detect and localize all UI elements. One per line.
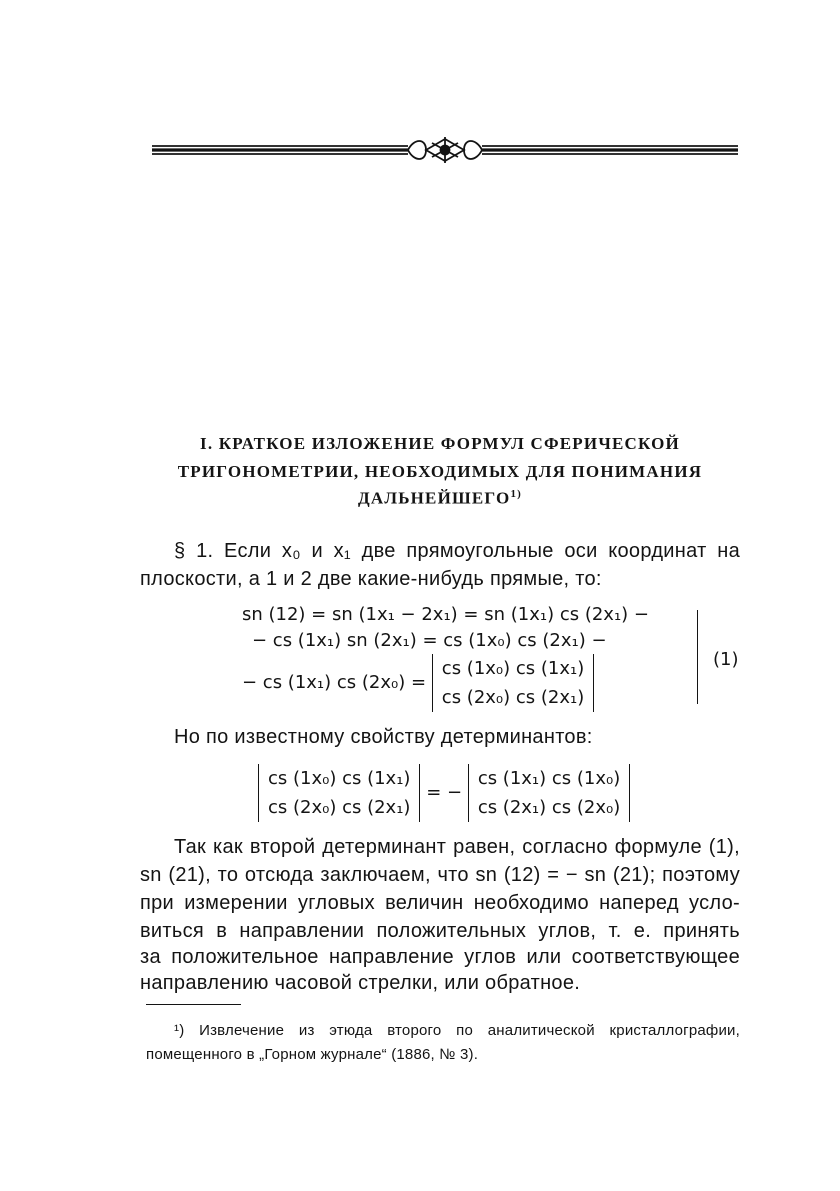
chapter-title-line-3 <box>140 488 740 509</box>
paragraph-3-line-1: Так как второй детерминант равен, согласно формуле (1), <box>174 836 740 858</box>
header-ornament-divider <box>150 134 740 166</box>
determinant-right <box>468 764 630 822</box>
formula-2 <box>258 764 630 822</box>
chapter-title-line-1: I. КРАТКОЕ ИЗЛОЖЕНИЕ ФОРМУЛ СФЕРИЧЕСКОЙ <box>200 434 680 453</box>
formula-1-row-2: − cs (1x₁) sn (2x₁) = cs (1x₀) cs (2x₁) − <box>252 630 607 651</box>
paragraph-3-line-4: виться в направлении положительных углов, т. е. принять <box>140 920 740 942</box>
formula-1-row-1: sn (12) = sn (1x₁ − 2x₁) = sn (1x₁) cs (2x₁) − <box>242 604 649 625</box>
determinant-left <box>258 764 420 822</box>
paragraph-2-line-1: Но по известному свойству детерминантов: <box>174 726 593 748</box>
paragraph-1-line-2: плоскости, а 1 и 2 две какие-нибудь прямые, то: <box>140 568 602 590</box>
paragraph-3-line-6: направлению часовой стрелки, или обратное. <box>140 972 581 994</box>
footnote-line-2: помещенного в „Горном журнале“ (1886, № 3). <box>146 1046 479 1063</box>
formula-1-row-3 <box>242 654 594 712</box>
formula-2-relation: = − <box>426 782 463 803</box>
footnote-marker: 1) <box>510 488 523 500</box>
determinant-right-row-1: cs (1x₁) cs (1x₀) <box>477 768 621 789</box>
chapter-title-line-2: ТРИГОНОМЕТРИИ, НЕОБХОДИМЫХ ДЛЯ ПОНИМАНИЯ <box>177 462 703 481</box>
determinant-1-row-1: cs (1x₀) cs (1x₁) <box>441 658 585 679</box>
paragraph-3-line-5: за положительное направление углов или соответствующее <box>140 946 740 968</box>
chapter-title-text: ДАЛЬНЕЙШЕГО <box>357 488 511 508</box>
ornament-left-rule <box>152 146 408 154</box>
formula-1-number: (1) <box>713 649 739 670</box>
determinant-left-row-1: cs (1x₀) cs (1x₁) <box>268 768 411 789</box>
ornament-right-rule <box>482 146 738 154</box>
determinant-left-row-2: cs (2x₀) cs (2x₁) <box>268 797 411 818</box>
paragraph-1-line-1: § 1. Если x₀ и x₁ две прямоугольные оси координат на <box>174 540 740 562</box>
footnote-line-1: ¹) Извлечение из этюда второго по аналитической кристаллографии, <box>174 1022 740 1039</box>
footnote-separator <box>146 1004 241 1005</box>
determinant-right-row-2: cs (2x₁) cs (2x₀) <box>477 797 621 818</box>
paragraph-3-line-3: при измерении угловых величин необходимо наперед усло- <box>140 892 740 914</box>
determinant-1 <box>432 654 594 712</box>
determinant-1-row-2: cs (2x₀) cs (2x₁) <box>441 687 585 708</box>
formula-1-row-3-left: − cs (1x₁) cs (2x₀) = <box>242 672 427 693</box>
formula-1-bracket <box>697 610 698 704</box>
paragraph-3-line-2: sn (21), то отсюда заключаем, что sn (12) = − sn (21); поэтому <box>140 864 740 886</box>
ornament-center-flourish <box>408 137 482 163</box>
